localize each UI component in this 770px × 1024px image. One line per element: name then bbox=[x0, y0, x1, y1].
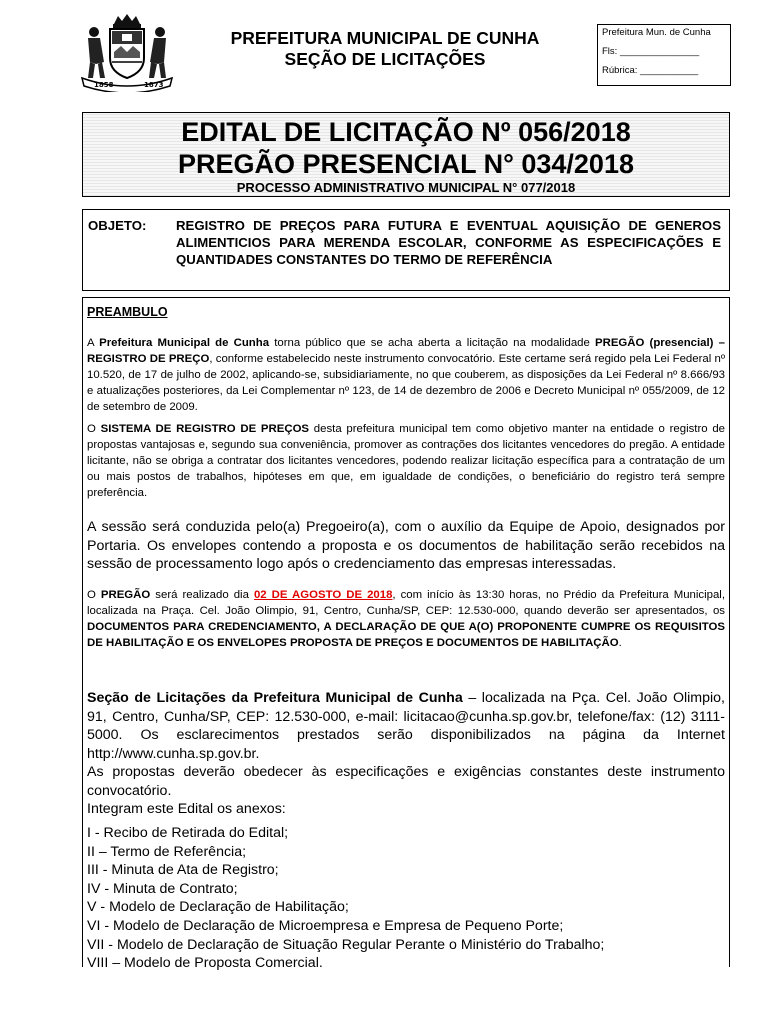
processo-title: PROCESSO ADMINISTRATIVO MUNICIPAL N° 077/2018 bbox=[236, 180, 576, 195]
preamble-paragraph-2 bbox=[87, 421, 725, 501]
p2-text-c: desta prefeitura municipal tem como objetivo manter na entidade o registro de propostas vantajosas e, segundo sua conveniência, promover as contrações dos licitantes vencedores do pregão. A entidade licitante, não se obriga a contratar dos licitantes vencedores, podendo realizar licitação específica para a contratação de um ou mais postos de trabalhos, hipóteses em que, em igualdade de condições, o beneficiário do registro terá sempre preferência. bbox=[87, 423, 725, 499]
list-item: IV - Minuta de Contrato; bbox=[87, 880, 238, 897]
header-title-line2: SEÇÃO DE LICITAÇÕES bbox=[284, 49, 486, 69]
p1-text-c: torna público que se acha aberta a licitação na modalidade bbox=[269, 337, 595, 349]
stamp-fls: Fls: _______________ bbox=[602, 46, 700, 57]
list-item: VII - Modelo de Declaração de Situação Regular Perante o Ministério do Trabalho; bbox=[87, 936, 605, 953]
p1-text-a: A bbox=[87, 337, 100, 349]
p4-text-e: , com início às 13:30 horas, no Prédio da Prefeitura Municipal, localizada na Praça. Cel. João Olimpio, 91, Centro, Cunha/SP, CEP: 12.530-000, quando deverão ser apresentados, os bbox=[87, 589, 725, 617]
preamble-paragraph-6: As propostas deverão obedecer às especificações e exigências constantes deste instrumento convocatório. bbox=[87, 764, 725, 799]
p4-text-a: O bbox=[87, 589, 101, 601]
edital-title: EDITAL DE LICITAÇÃO Nº 056/2018 bbox=[181, 117, 631, 147]
list-item: II – Termo de Referência; bbox=[87, 843, 247, 860]
seal-year-right: 1873 bbox=[144, 81, 164, 89]
header-title bbox=[200, 28, 570, 70]
p1-prefeitura: Prefeitura Municipal de Cunha bbox=[99, 337, 270, 349]
p5-text-b: – localizada na Pça. Cel. João Olimpio, 91, Centro, Cunha/SP, CEP: 12.530-000, e-mail: licitacao@cunha.sp.gov.br, telefone/fax: (12) 3111-5000. Os esclarecimentos prestados serão disponibilizados na página da Internet http://www.cunha.sp.gov.br. bbox=[87, 690, 725, 762]
list-item: I - Recibo de Retirada do Edital; bbox=[87, 825, 289, 841]
preamble-paragraph-1 bbox=[87, 335, 725, 415]
pregao-title: PREGÃO PRESENCIAL N° 034/2018 bbox=[178, 149, 634, 179]
list-item: VIII – Modelo de Proposta Comercial. bbox=[87, 955, 323, 972]
list-item: VI - Modelo de Declaração de Microempresa e Empresa de Pequeno Porte; bbox=[87, 917, 564, 934]
header-title-line1: PREFEITURA MUNICIPAL DE CUNHA bbox=[230, 28, 540, 48]
preamble-paragraph-7: Integram este Edital os anexos: bbox=[87, 801, 286, 817]
preamble-box bbox=[82, 297, 730, 972]
object-text: REGISTRO DE PREÇOS PARA FUTURA E EVENTUAL AQUISIÇÃO DE GENEROS ALIMENTICIOS PARA MERENDA ESCOLAR, CONFORME AS ESPECIFICAÇÕES E QUANTIDADES CONSTANTES DO TERMO DE REFERÊNCIA bbox=[176, 218, 721, 267]
municipal-coat-of-arms-icon bbox=[78, 12, 176, 92]
p4-text-g: . bbox=[618, 637, 622, 649]
list-item: III - Minuta de Ata de Registro; bbox=[87, 862, 279, 879]
list-item: V - Modelo de Declaração de Habilitação; bbox=[87, 899, 349, 916]
p4-pregao: PREGÃO bbox=[100, 589, 151, 601]
stamp-rubrica: Rúbrica: ___________ bbox=[602, 65, 699, 76]
annex-list bbox=[87, 824, 604, 973]
p4-documentos: DOCUMENTOS PARA CREDENCIAMENTO, A DECLARAÇÃO DE QUE A(O) PROPONENTE CUMPRE OS REQUISITOS DE HABILITAÇÃO E OS ENVELOPES PROPOSTA DE PREÇOS E DOCUMENTOS DE HABILITAÇÃO bbox=[87, 621, 725, 649]
object-label: OBJETO: bbox=[88, 218, 147, 233]
stamp-line1: Prefeitura Mun. de Cunha bbox=[602, 27, 711, 38]
preamble-paragraph-4 bbox=[87, 587, 725, 651]
p2-text-a: O bbox=[87, 423, 101, 435]
preamble-paragraph-5 bbox=[87, 689, 725, 763]
p4-text-c: será realizado dia bbox=[150, 589, 254, 601]
p2-sistema: SISTEMA DE REGISTRO DE PREÇOS bbox=[100, 423, 310, 435]
page-stamp-box bbox=[597, 24, 731, 86]
preamble-paragraph-3: A sessão será conduzida pelo(a) Pregoeiro(a), com o auxílio da Equipe de Apoio, designados por Portaria. Os envelopes contendo a proposta e os documentos de habilitação serão recebidos na sessão de processamento logo após o credenciamento das empresas interessadas. bbox=[87, 519, 725, 573]
object-box bbox=[82, 209, 730, 291]
p1-text-e: , conforme estabelecido neste instrumento convocatório. Este certame será regido pela Lei Federal nº 10.520, de 17 de julho de 2002, aplicando-se, subsidiariamente, no que couberem, as disposições da Lei Federal nº 8.666/93 e atualizações posteriores, da Lei Complementar nº 123, de 14 de dezembro de 2006 e Decreto Municipal nº 055/2009, de 12 de setembro de 2009. bbox=[87, 353, 725, 413]
p4-date: 02 DE AGOSTO DE 2018 bbox=[253, 589, 393, 601]
seal-year-left: 1858 bbox=[94, 81, 114, 89]
edital-title-box bbox=[82, 112, 730, 197]
p1-modalidade: PREGÃO (presencial) – REGISTRO DE PREÇO bbox=[87, 337, 725, 365]
preamble-title: PREAMBULO bbox=[87, 305, 168, 319]
p5-secao: Seção de Licitações da Prefeitura Municipal de Cunha bbox=[87, 690, 463, 706]
